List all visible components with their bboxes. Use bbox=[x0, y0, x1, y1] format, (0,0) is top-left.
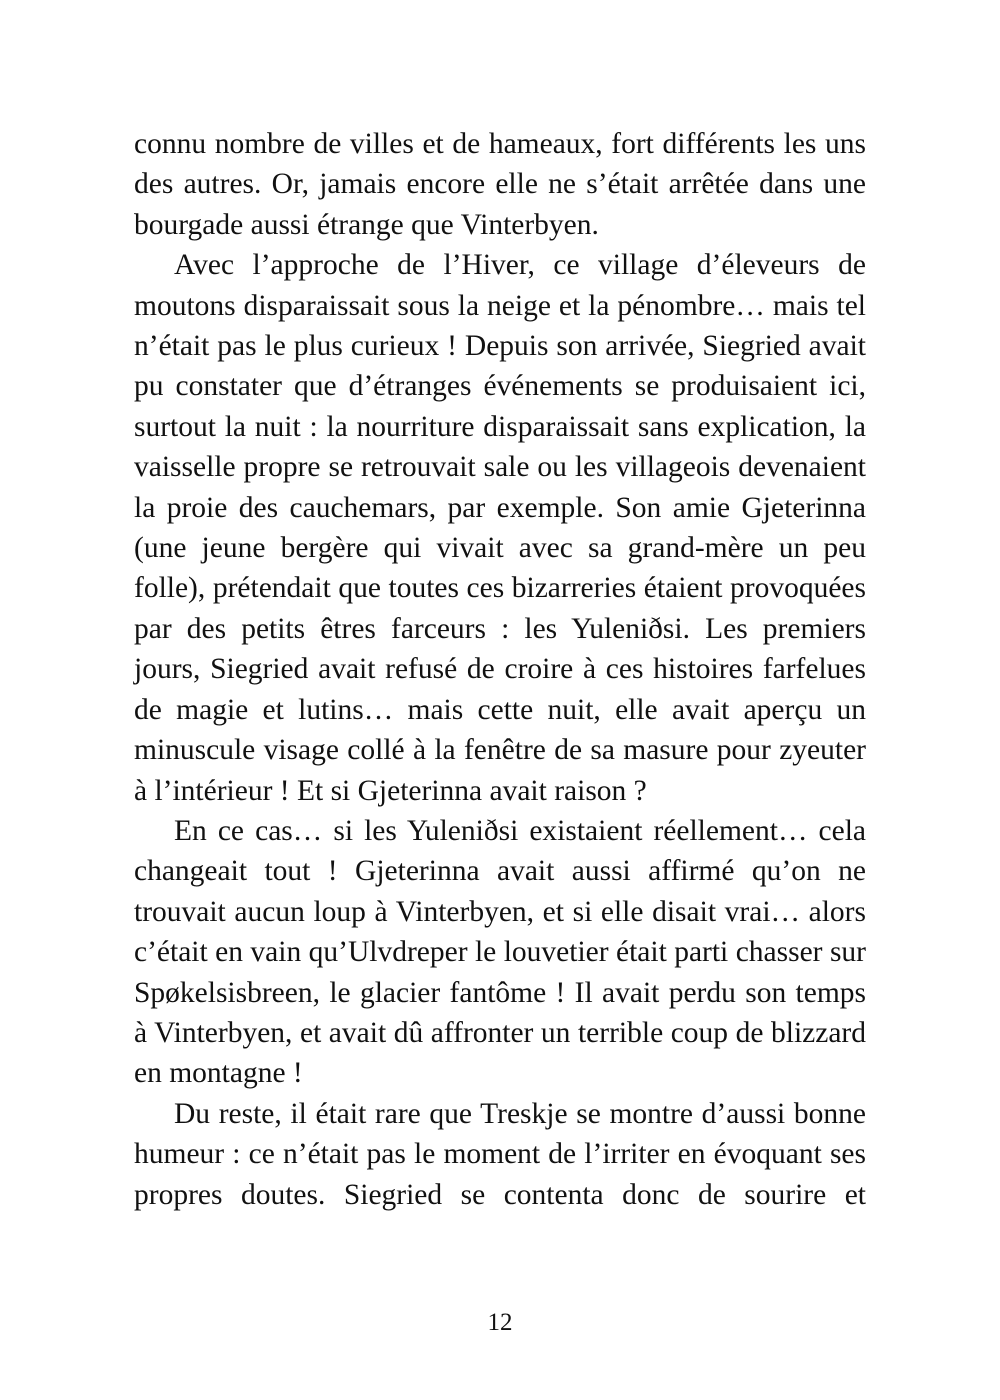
page-number: 12 bbox=[487, 1309, 513, 1336]
paragraph-2: Avec l’approche de l’Hiver, ce village d’éleveurs de moutons disparaissait sous la neige et la pénombre… mais tel n’était pas le plus curieux ! Depuis son arrivée, Siegried avait pu constater que d’étranges événements se produisaient ici, surtout la nuit : la nourriture disparaissait sans explication, la vaisselle propre se retrouvait sale ou les villageois devenaient la proie des cauchemars, par exemple. Son amie Gjeterinna (une jeune bergère qui vivait avec sa grand-mère un peu folle), prétendait que toutes ces bizarreries étaient provoquées par des petits êtres farceurs : les Yuleniðsi. Les premiers jours, Siegried avait refusé de croire à ces histoires farfelues de magie et lutins… mais cette nuit, elle avait aperçu un minuscule visage collé à la fenêtre de sa masure pour zyeuter à l’intérieur ! Et si Gjeterinna avait raison ? bbox=[134, 249, 866, 807]
page-body bbox=[134, 124, 866, 1215]
paragraph-4: Du reste, il était rare que Treskje se montre d’aussi bonne humeur : ce n’était pas le moment de l’irriter en évoquant ses propres doutes. Siegried se contenta donc de sourire et bbox=[134, 1097, 866, 1211]
paragraph-1: connu nombre de villes et de hameaux, fort différents les uns des autres. Or, jamais encore elle ne s’était arrêtée dans une bourgade aussi étrange que Vinterbyen. bbox=[134, 128, 866, 241]
paragraph-3: En ce cas… si les Yuleniðsi existaient réellement… cela changeait tout ! Gjeterinna avait aussi affirmé qu’on ne trouvait aucun loup à Vinterbyen, et si elle disait vrai… alors c’était en vain qu’Ulvdreper le louvetier était parti chasser sur Spøkelsisbreen, le glacier fantôme ! Il avait perdu son temps à Vinterbyen, et avait dû affronter un terrible coup de blizzard en montagne ! bbox=[134, 814, 866, 1090]
